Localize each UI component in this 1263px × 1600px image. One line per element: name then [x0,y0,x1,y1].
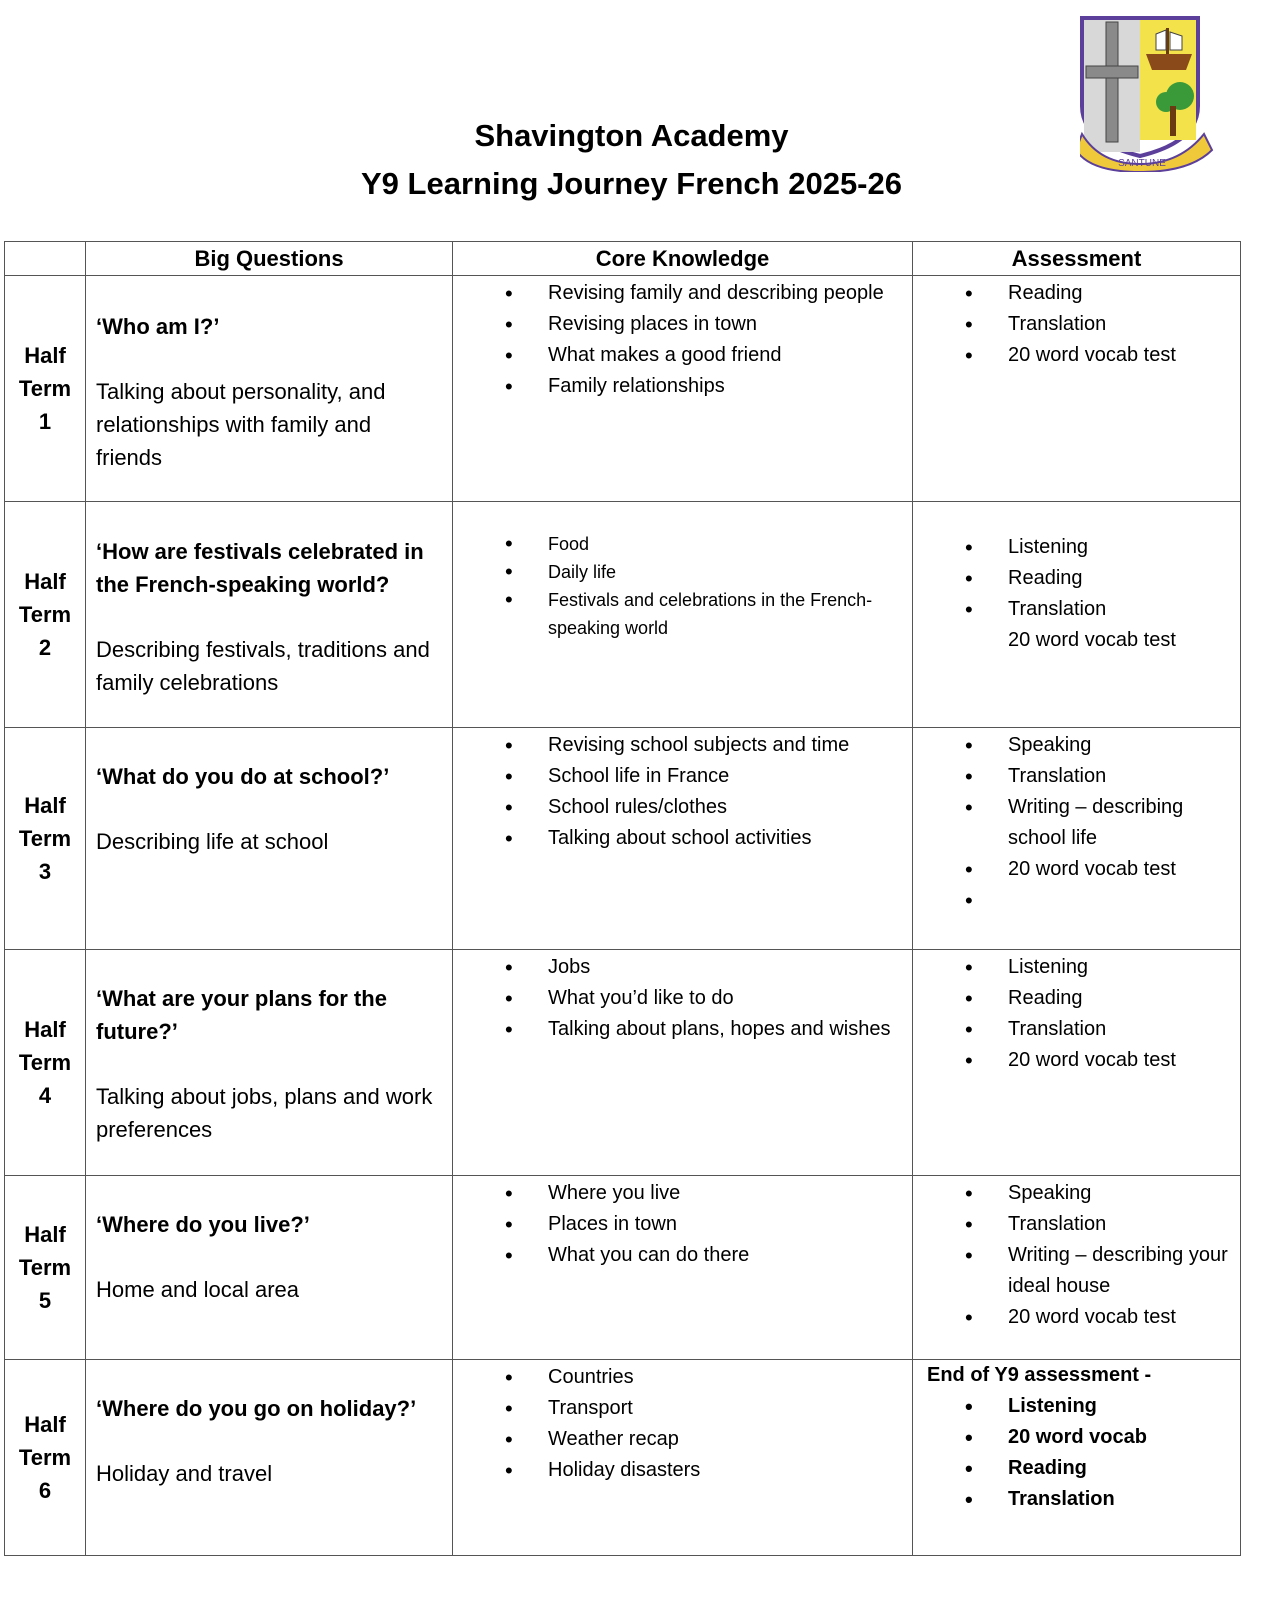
list-item: • Transport [453,1393,912,1424]
core-knowledge-cell [453,502,913,728]
list-item: • Translation [913,594,1240,625]
header-blank [5,242,86,276]
core-knowledge-cell [453,950,913,1176]
list-item: • Festivals and celebrations in the French-speaking world [453,586,912,642]
list-item: • Jobs [453,952,912,983]
core-knowledge-list [453,1362,912,1486]
term-label: Half Term 6 [5,1360,86,1556]
list-item: • Listening [913,532,1240,563]
list-item: • Listening [913,952,1240,983]
table-row [5,1360,1241,1556]
big-question: ‘How are festivals celebrated in the French-speaking world? [96,539,424,597]
list-item: • Writing – describing your ideal house [913,1240,1240,1302]
table-row [5,1176,1241,1360]
term-label: Half Term 5 [5,1176,86,1360]
list-item: • 20 word vocab test [913,1045,1240,1076]
list-item: • Countries [453,1362,912,1393]
assessment-cell [913,276,1241,502]
assessment-heading: End of Y9 assessment - [927,1364,1152,1386]
list-item: • Daily life [453,558,912,586]
core-knowledge-list [453,952,912,1045]
assessment-list [913,532,1240,625]
core-knowledge-list [453,530,912,642]
header-core-knowledge: Core Knowledge [453,242,913,276]
assessment-cell [913,1176,1241,1360]
table-row [5,950,1241,1176]
list-item: • Revising school subjects and time [453,730,912,761]
table-row [5,728,1241,950]
list-item: • Writing – describing school life [913,792,1240,854]
term-label: Half Term 4 [5,950,86,1176]
assessment-extra: 20 word vocab test [1008,629,1176,651]
topic-description: Home and local area [96,1277,300,1302]
table-header-row [5,242,1241,276]
term-label: Half Term 2 [5,502,86,728]
list-item: • Speaking [913,730,1240,761]
topic-description: Describing festivals, traditions and family celebrations [96,637,430,695]
assessment-cell [913,950,1241,1176]
table-row [5,276,1241,502]
core-knowledge-cell [453,276,913,502]
list-item: • Translation [913,1209,1240,1240]
list-item: • 20 word vocab test [913,340,1240,371]
list-item: • What you can do there [453,1240,912,1271]
core-knowledge-cell [453,1176,913,1360]
list-item: • Family relationships [453,371,912,402]
big-question: ‘Where do you live?’ [96,1212,310,1237]
assessment-list [913,952,1240,1076]
list-item: • Places in town [453,1209,912,1240]
document-title: Y9 Learning Journey French 2025-26 [361,166,902,201]
big-question: ‘Who am I?’ [96,314,220,339]
school-name: Shavington Academy [474,118,789,153]
list-item: • What makes a good friend [453,340,912,371]
list-item [913,885,1240,916]
topic-description: Talking about jobs, plans and work preferences [96,1084,433,1142]
list-item: • 20 word vocab test [913,854,1240,885]
list-item: • Reading [913,278,1240,309]
core-knowledge-list [453,1178,912,1271]
assessment-list [913,730,1240,916]
big-question-cell [86,728,453,950]
list-item: • School rules/clothes [453,792,912,823]
list-item: • Translation [913,761,1240,792]
big-question-cell [86,1360,453,1556]
list-item: • Where you live [453,1178,912,1209]
big-question-cell [86,276,453,502]
list-item: • What you’d like to do [453,983,912,1014]
list-item: • School life in France [453,761,912,792]
list-item: • Listening [913,1391,1240,1422]
school-crest-logo [1080,14,1230,172]
list-item: • Speaking [913,1178,1240,1209]
big-question: ‘Where do you go on holiday?’ [96,1396,417,1421]
topic-description: Holiday and travel [96,1461,273,1486]
list-item: • Talking about school activities [453,823,912,854]
list-item: • Reading [913,1453,1240,1484]
core-knowledge-list [453,278,912,402]
list-item: • Reading [913,563,1240,594]
crest-motto: SANTUNE [1118,158,1166,169]
list-item: • Revising family and describing people [453,278,912,309]
header-assessment: Assessment [913,242,1241,276]
list-item: • Reading [913,983,1240,1014]
list-item: • Holiday disasters [453,1455,912,1486]
list-item: • Translation [913,309,1240,340]
core-knowledge-cell [453,1360,913,1556]
topic-description: Describing life at school [96,829,329,854]
term-label: Half Term 1 [5,276,86,502]
assessment-list [913,278,1240,371]
list-item: • Food [453,530,912,558]
list-item: • Talking about plans, hopes and wishes [453,1014,912,1045]
learning-journey-table [4,241,1241,1556]
list-item: • 20 word vocab [913,1422,1240,1453]
big-question-cell [86,502,453,728]
list-item: • 20 word vocab test [913,1302,1240,1333]
core-knowledge-list [453,730,912,854]
big-question-cell [86,1176,453,1360]
assessment-list [913,1391,1240,1515]
list-item: • Weather recap [453,1424,912,1455]
list-item: • Revising places in town [453,309,912,340]
assessment-list [913,1178,1240,1333]
term-label: Half Term 3 [5,728,86,950]
list-item: • Translation [913,1014,1240,1045]
core-knowledge-cell [453,728,913,950]
assessment-cell [913,1360,1241,1556]
topic-description: Talking about personality, and relationships with family and friends [96,379,386,470]
big-question: ‘What do you do at school?’ [96,764,390,789]
list-item: • Translation [913,1484,1240,1515]
assessment-cell [913,728,1241,950]
big-question-cell [86,950,453,1176]
assessment-cell [913,502,1241,728]
header-big-questions: Big Questions [86,242,453,276]
big-question: ‘What are your plans for the future?’ [96,986,387,1044]
table-row [5,502,1241,728]
page-title [0,112,1263,208]
